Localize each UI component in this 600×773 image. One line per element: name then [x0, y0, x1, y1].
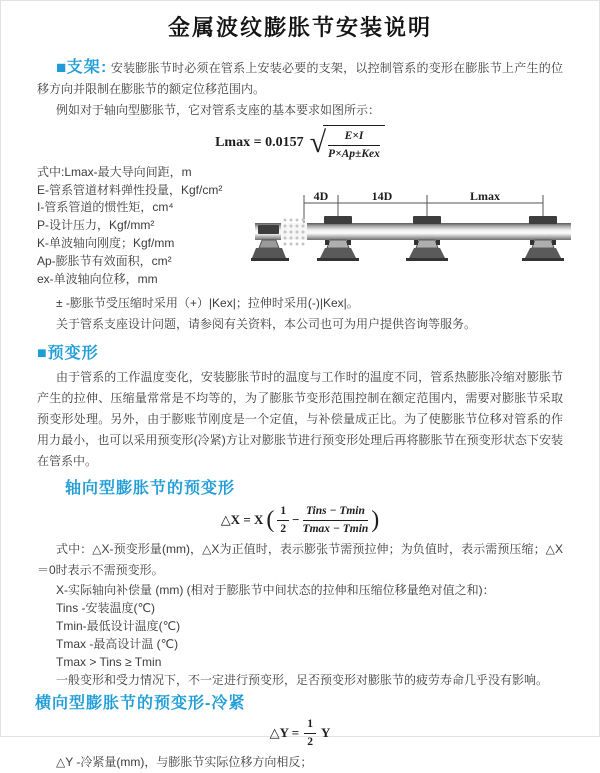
- axial-line: Tmin-最低设计温度(℃): [56, 618, 181, 633]
- support-example-line: 例如对于轴向型膨胀节，它对管系支座的基本要求如图所示：: [56, 103, 381, 117]
- fraction-temperature: [303, 504, 369, 537]
- close-paren: ): [371, 507, 380, 534]
- formula-lhs: △Y =: [269, 725, 300, 741]
- page-title: 金属波纹膨胀节安装说明: [167, 15, 432, 40]
- sqrt-symbol: √: [309, 126, 327, 160]
- lateral-subsection-heading: 横向型膨胀节的预变形-冷紧: [35, 694, 246, 712]
- lateral-preset-formula: [1, 717, 599, 750]
- lateral-note: △Y -冷紧量(mm)，与膨胀节实际位移方向相反；: [56, 754, 313, 769]
- preset-body-paragraph: 由于管系的工作温度变化，安装膨胀节时的温度与工作时的温度不同，管系热膨胀冷缩对膨胀节产生的拉伸、压缩量常常是不均等的，为了膨胀节变形范围控制在额定范围内，需要对膨胀节采取预变形处理。另外，由于膨账节刚度是一个定值，与补偿量成正比。为了使膨胀节位移对管系的作用力最小，也可以采用预变形(冷紧)方让对膨胀节进行预变形处理后再将膨胀节在预变形状态下安装在管系中。: [37, 369, 563, 468]
- fraction-numerator: Tins − Tmin: [303, 504, 369, 521]
- sign-note: ± -膨胀节受压缩时采用（+）|Kex|；拉伸时采用(-)|Kex|。: [56, 295, 359, 310]
- variable-line: I-管系管道的惯性矩，cm⁴: [37, 200, 174, 215]
- service-note: 关于管系支座设计问题，请参阅有关资料，本公司也可为用户提供咨询等服务。: [56, 316, 477, 331]
- axial-line: Tmax -最高设计温 (℃): [56, 636, 179, 651]
- axial-preset-formula: [1, 504, 599, 537]
- variable-line: ex-单波轴向位移，mm: [37, 271, 158, 286]
- formula-rhs: Y: [320, 725, 331, 741]
- variable-legend: [37, 164, 251, 289]
- formula-lhs: Lmax = 0.0157: [215, 135, 304, 151]
- variable-line: P-设计压力，Kgf/mm²: [37, 218, 155, 233]
- sqrt-body: [323, 125, 385, 162]
- variable-line: K-单波轴向刚度；Kgf/mm: [37, 236, 175, 251]
- fraction-numerator: 1: [277, 504, 289, 521]
- fraction-half: [304, 717, 316, 750]
- fraction-denominator: Tmax − Tmin: [302, 522, 369, 535]
- bellows-icon: [281, 218, 307, 245]
- pipe-support-diagram: [251, 190, 599, 293]
- minus-sign: −: [292, 512, 300, 528]
- fraction-denominator: P×Ap±Kex: [328, 147, 380, 160]
- axial-explain-paragraph: 式中：△X-预变形量(mm)，△X为正值时，表示膨张节需预拉伸；为负值时，表示需预压缩；△X＝0时表示不需预变形。: [37, 541, 563, 577]
- fraction-half: [277, 504, 289, 537]
- guide-spacing-formula: [1, 125, 599, 162]
- support-heading-label: 支架:: [66, 59, 108, 76]
- dim-label-lmax: Lmax: [470, 188, 500, 203]
- variable-line: 式中:Lmax-最大导向间距，m: [37, 164, 192, 179]
- support-section-heading: [56, 58, 108, 77]
- axial-line: Tins -安装温度(℃): [56, 600, 156, 615]
- preset-heading-label: 预变形: [47, 344, 99, 362]
- preset-section-heading: [37, 343, 563, 365]
- fraction-denominator: 2: [307, 735, 313, 748]
- fraction-numerator: E×I: [328, 129, 380, 146]
- open-paren: (: [266, 507, 275, 534]
- support-intro-paragraph: [37, 57, 563, 100]
- axial-line: Tmax > Tins ≥ Tmin: [56, 654, 162, 669]
- dim-label-4d: 4D: [313, 188, 329, 203]
- fraction: [328, 129, 380, 162]
- fraction-numerator: 1: [304, 717, 316, 734]
- axial-line: X-实际轴向补偿量 (mm) (相对于膨胀节中间状态的拉伸和压缩位移量绝对值之和)：: [56, 582, 495, 597]
- section-bullet-icon: ■: [56, 58, 67, 77]
- support-intro-text: 安装膨胀节时必须在管系上安装必要的支架，以控制管系的变形在膨胀节上产生的位移方向并限制在膨胀节的额定位移范围内。: [37, 61, 563, 96]
- axial-subsection-heading: 轴向型膨胀节的预变形: [65, 479, 236, 497]
- fraction-denominator: 2: [280, 522, 287, 535]
- axial-line: 一般变形和受力情况下，不一定进行预变形，足否预变形对膨胀节的疲劳寿命几乎没有影响。: [56, 672, 549, 687]
- section-bullet-icon: ■: [37, 344, 48, 362]
- sqrt-expression: [310, 125, 385, 162]
- dim-label-14d: 14D: [371, 188, 393, 203]
- axial-variable-list: [1, 581, 599, 689]
- legend-and-diagram-row: [37, 164, 599, 293]
- formula-lhs: △X = X: [220, 512, 264, 528]
- variable-line: E-管系管道材料弹性投量，Kgf/cm²: [37, 182, 223, 197]
- variable-line: Ap-膨胀节有效面积，cm²: [37, 253, 172, 268]
